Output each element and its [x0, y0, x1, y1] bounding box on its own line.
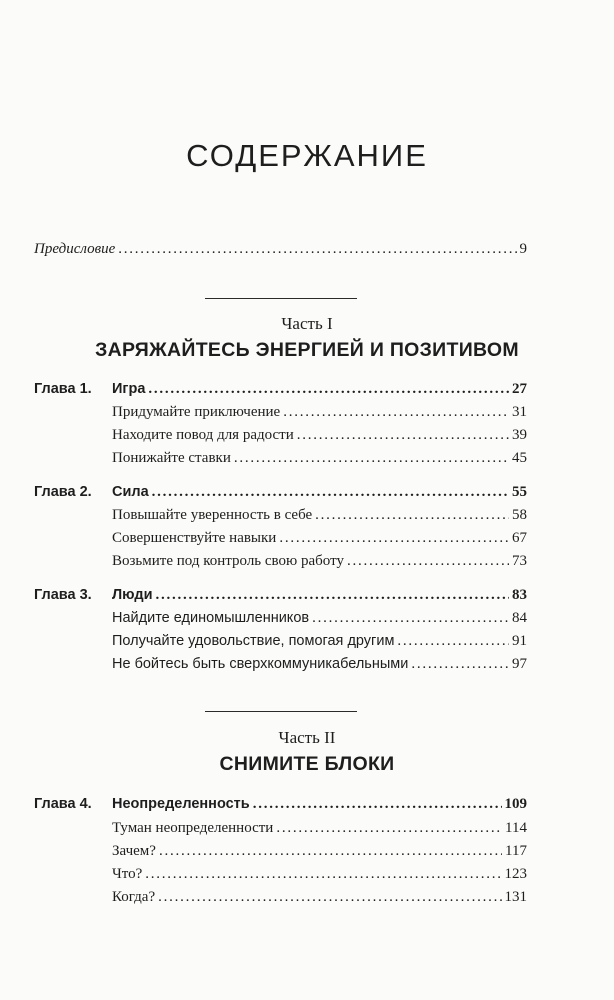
part-label: Часть II — [278, 728, 336, 747]
toc-entry-section[interactable] — [112, 610, 527, 632]
section-name: Находите повод для радости — [112, 427, 294, 443]
dot-leader — [152, 484, 509, 501]
page-number: 114 — [505, 820, 527, 836]
dot-leader — [312, 610, 509, 627]
page-number: 27 — [512, 381, 527, 397]
dot-leader — [148, 381, 509, 398]
toc-entry-section[interactable] — [112, 820, 527, 842]
page-number: 45 — [512, 450, 527, 466]
section-name: Не бойтесь быть сверхкоммуникабельными — [112, 656, 409, 672]
toc-entry-chapter[interactable] — [34, 587, 527, 609]
chapter-name: Неопределенность — [112, 796, 250, 812]
section-name: Туман неопределенности — [112, 820, 274, 836]
page-number: 97 — [512, 656, 527, 672]
page-number: 31 — [512, 404, 527, 420]
page-number: 67 — [512, 530, 527, 546]
page-number: 58 — [512, 507, 527, 523]
chapter-name: Игра — [112, 381, 146, 397]
page-number: 91 — [512, 633, 527, 649]
section-name: Найдите единомышленников — [112, 610, 310, 626]
dot-leader — [279, 530, 509, 547]
toc-entry-chapter[interactable] — [34, 796, 527, 818]
preface-label: Предисловие — [34, 241, 116, 257]
section-name: Что? — [112, 866, 143, 882]
page-number: 117 — [505, 843, 527, 859]
dot-leader — [297, 427, 509, 444]
toc-entry-section[interactable] — [112, 843, 527, 865]
part-title: ЗАРЯЖАЙТЕСЬ ЭНЕРГИЕЙ И ПОЗИТИВОМ — [95, 339, 519, 361]
dot-leader — [283, 404, 509, 421]
page-number: 73 — [512, 553, 527, 569]
toc-entry-preface[interactable] — [34, 241, 527, 263]
dot-leader — [118, 241, 516, 258]
toc-entry-section[interactable] — [112, 427, 527, 449]
dot-leader — [159, 843, 502, 860]
page-number: 55 — [512, 484, 527, 500]
part-title: СНИМИТЕ БЛОКИ — [219, 753, 395, 775]
chapter-prefix: Глава 4. — [34, 796, 92, 812]
chapter-name: Сила — [112, 484, 149, 500]
page-number: 131 — [504, 889, 527, 905]
toc-entry-chapter[interactable] — [34, 381, 527, 403]
section-name: Придумайте приключение — [112, 404, 281, 420]
toc-entry-section[interactable] — [112, 450, 527, 472]
page-number: 84 — [512, 610, 527, 626]
part-divider — [205, 711, 357, 712]
dot-leader — [234, 450, 509, 467]
toc-entry-section[interactable] — [112, 507, 527, 529]
section-name: Получайте удовольствие, помогая другим — [112, 633, 395, 649]
dot-leader — [276, 820, 502, 837]
toc-entry-section[interactable] — [112, 404, 527, 426]
toc-entry-chapter[interactable] — [34, 484, 527, 506]
chapter-prefix: Глава 2. — [34, 484, 92, 500]
section-name: Повышайте уверенность в себе — [112, 507, 313, 523]
page-number: 109 — [504, 796, 527, 812]
dot-leader — [145, 866, 501, 883]
toc-entry-section[interactable] — [112, 866, 527, 888]
part-divider — [205, 298, 357, 299]
toc-entry-section[interactable] — [112, 633, 527, 655]
dot-leader — [347, 553, 509, 570]
dot-leader — [315, 507, 509, 524]
chapter-prefix: Глава 3. — [34, 587, 92, 603]
page-number: 9 — [519, 241, 527, 257]
section-name: Возьмите под контроль свою работу — [112, 553, 344, 569]
section-name: Зачем? — [112, 843, 156, 859]
page-number: 39 — [512, 427, 527, 443]
dot-leader — [158, 889, 501, 906]
dot-leader — [397, 633, 509, 650]
dot-leader — [253, 796, 502, 813]
toc-entry-section[interactable] — [112, 530, 527, 552]
section-name: Совершенствуйте навыки — [112, 530, 277, 546]
page-number: 83 — [512, 587, 527, 603]
chapter-name: Люди — [112, 587, 153, 603]
section-name: Понижайте ставки — [112, 450, 231, 466]
toc-entry-section[interactable] — [112, 656, 527, 678]
part-label: Часть I — [281, 314, 333, 333]
toc-entry-section[interactable] — [112, 889, 527, 911]
dot-leader — [411, 656, 509, 673]
page-number: 123 — [504, 866, 527, 882]
chapter-prefix: Глава 1. — [34, 381, 92, 397]
page-title: СОДЕРЖАНИЕ — [186, 138, 428, 173]
toc-entry-section[interactable] — [112, 553, 527, 575]
section-name: Когда? — [112, 889, 156, 905]
dot-leader — [155, 587, 509, 604]
